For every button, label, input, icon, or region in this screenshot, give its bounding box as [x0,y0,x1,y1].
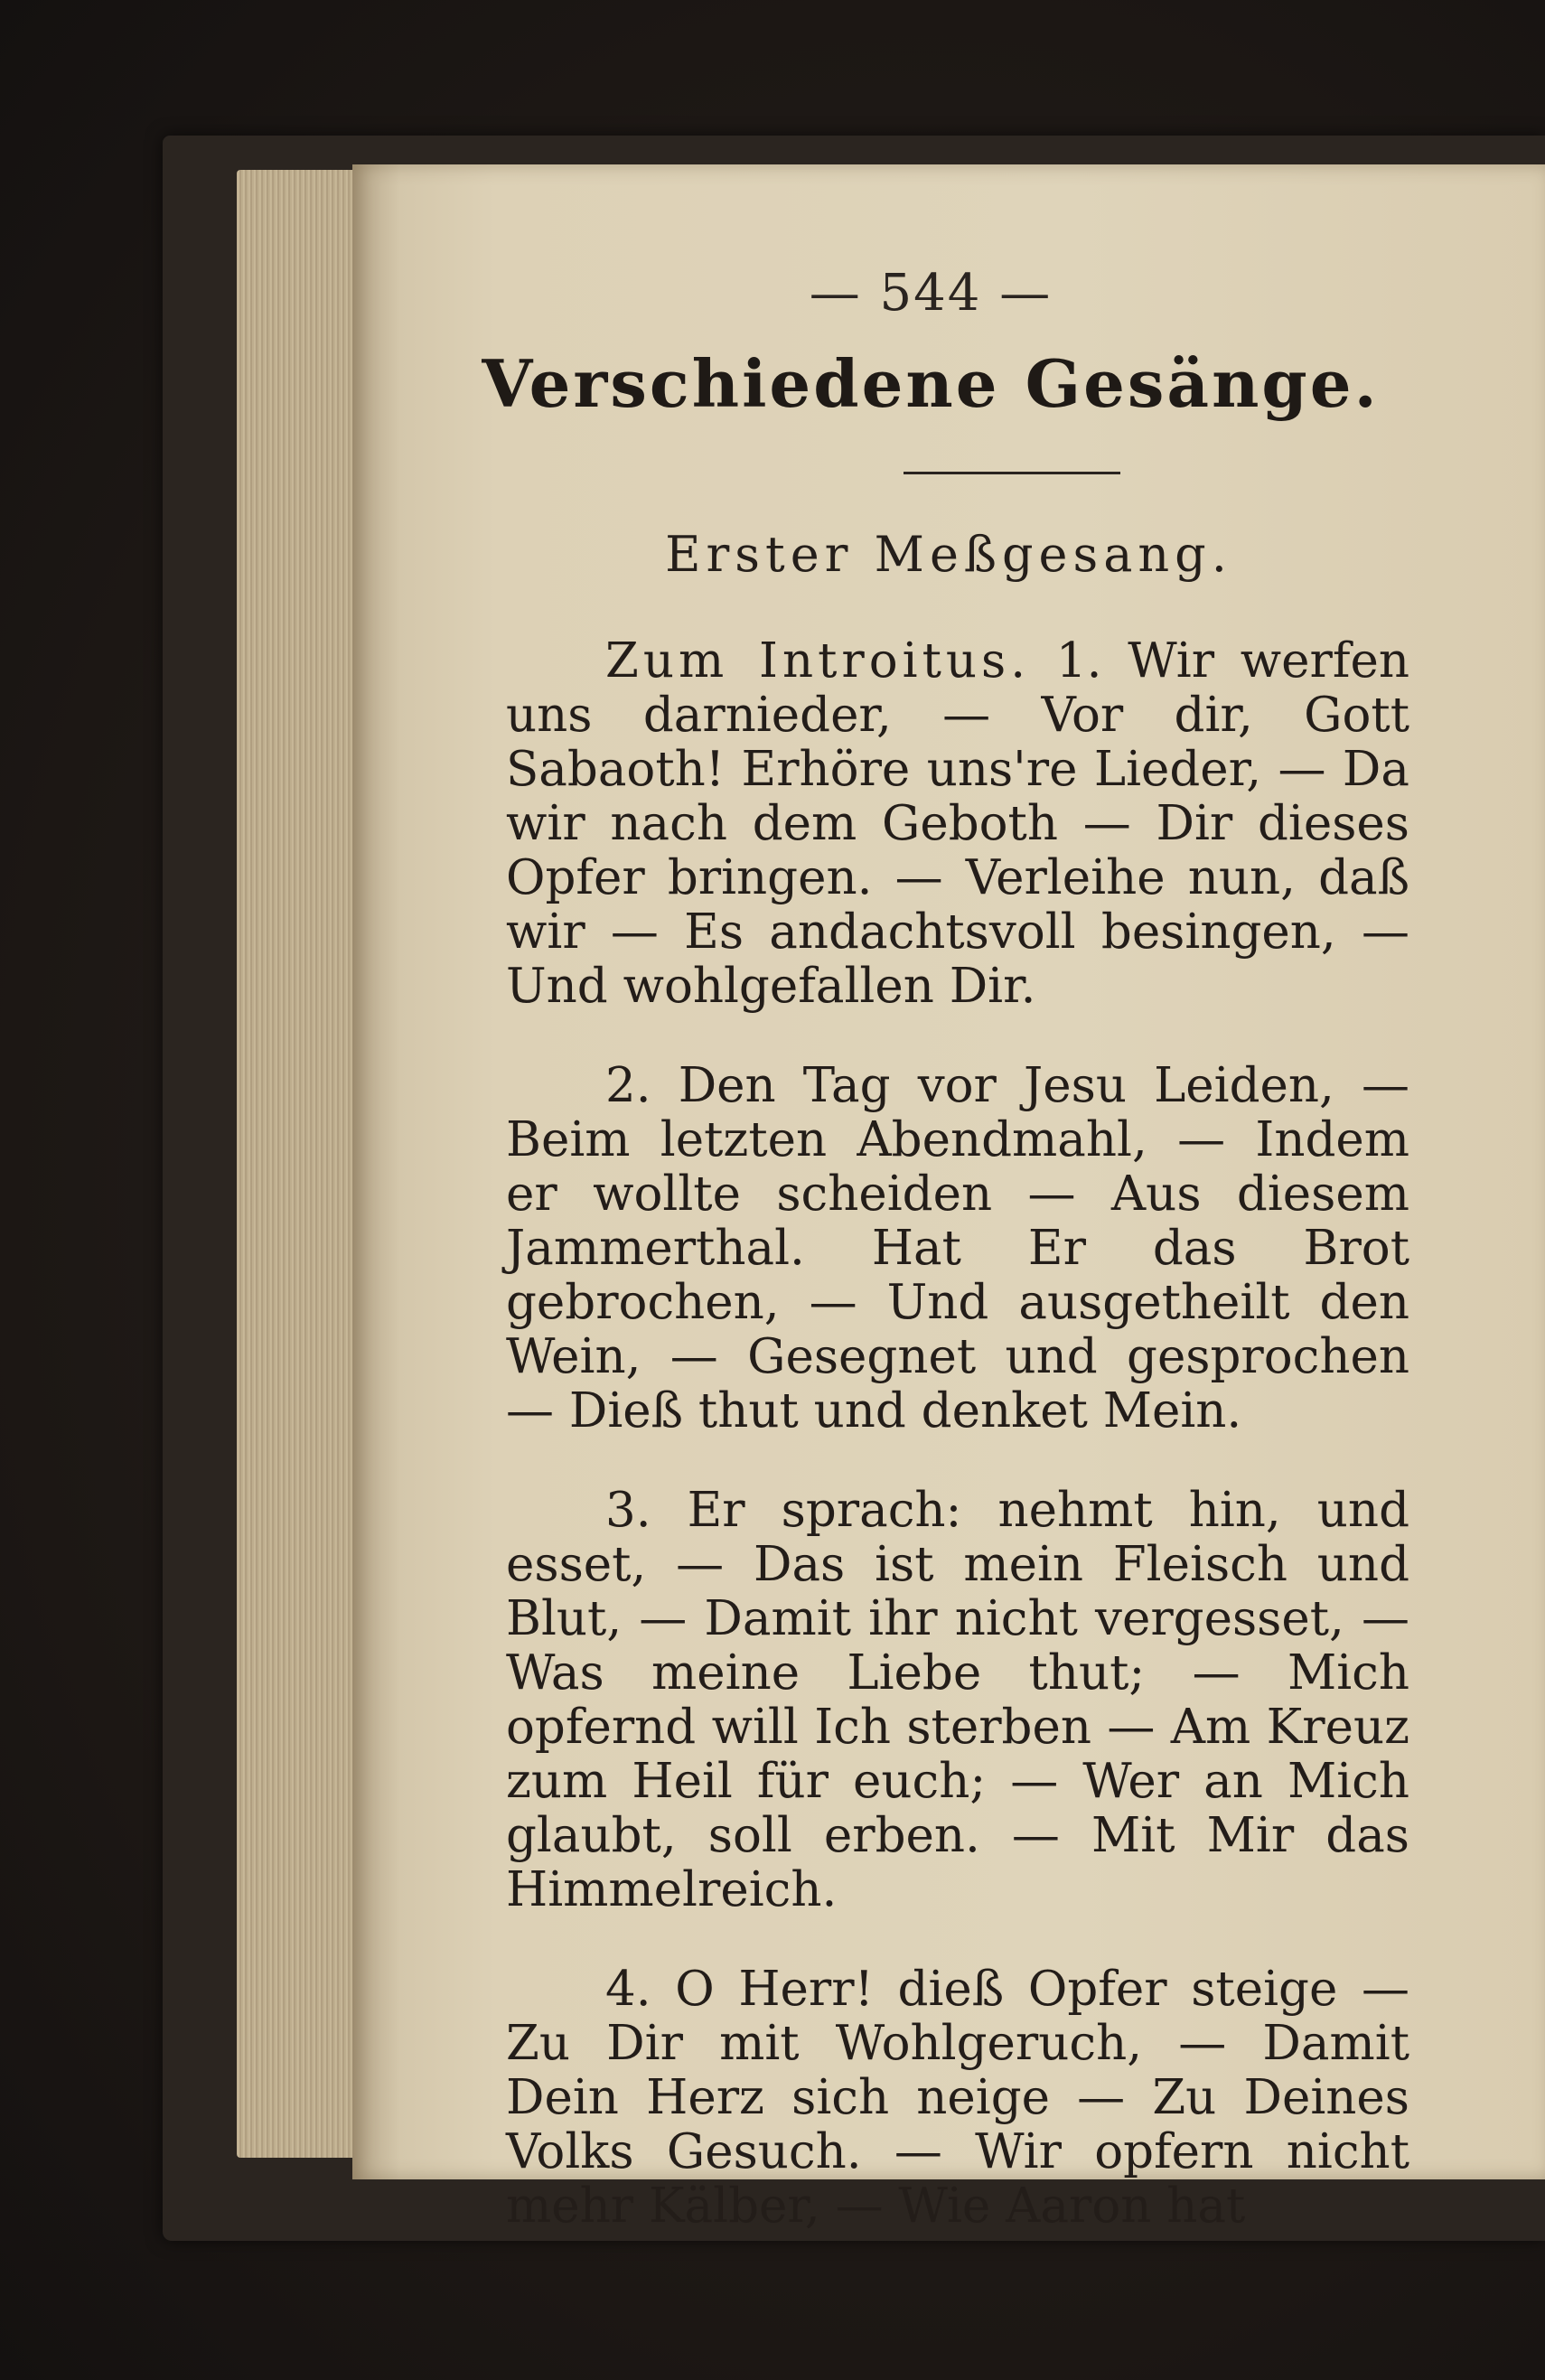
section-title: Verschiedene Gesänge. [482,345,1380,422]
verse-paragraph [506,1059,1409,1438]
book-page [352,164,1545,2234]
title-divider [904,472,1120,474]
verse-text: 2. Den Tag vor Jesu Leiden, — Beim letzten Abendmahl, — Indem er wollte scheiden — Aus diesem Jammerthal. Hat Er das Brot gebrochen, — Und ausgetheilt den Wein, — Gesegnet und gesprochen — Dieß thut und denket Mein. [506,1058,1409,1438]
verse-text: 3. Er sprach: nehmt hin, und esset, — Das ist mein Fleisch und Blut, — Damit ihr nicht vergesset, — Was meine Liebe thut; — Mich opfernd will Ich sterben — Am Kreuz zum Heil für euch; — Wer an Mich glaubt, soll erben. — Mit Mir das Himmelreich. [506,1483,1409,1917]
verse-lead: Zum Introitus. [605,633,1031,689]
verse-paragraph [506,1963,1409,2234]
verse-paragraph [506,634,1409,1014]
verse-text: 4. O Herr! dieß Opfer steige — Zu Dir mit Wohlgeruch, — Damit Dein Herz sich neige — Zu Deines Volks Gesuch. — Wir opfern nicht mehr Kälber, — Wie Aaron hat [506,1962,1409,2234]
page-number: — 544 — [809,264,1053,323]
page-body [506,634,1409,2279]
song-title: Erster Meßgesang. [665,526,1232,583]
verse-text: 1. Wir werfen uns darnieder, — Vor dir, Gott Sabaoth! Erhöre uns're Lieder, — Da wir nach dem Geboth — Dir dieses Opfer bringen. — Verleihe nun, daß wir — Es andachtsvoll besingen, — Und wohlgefallen Dir. [506,633,1409,1014]
verse-paragraph [506,1484,1409,1917]
